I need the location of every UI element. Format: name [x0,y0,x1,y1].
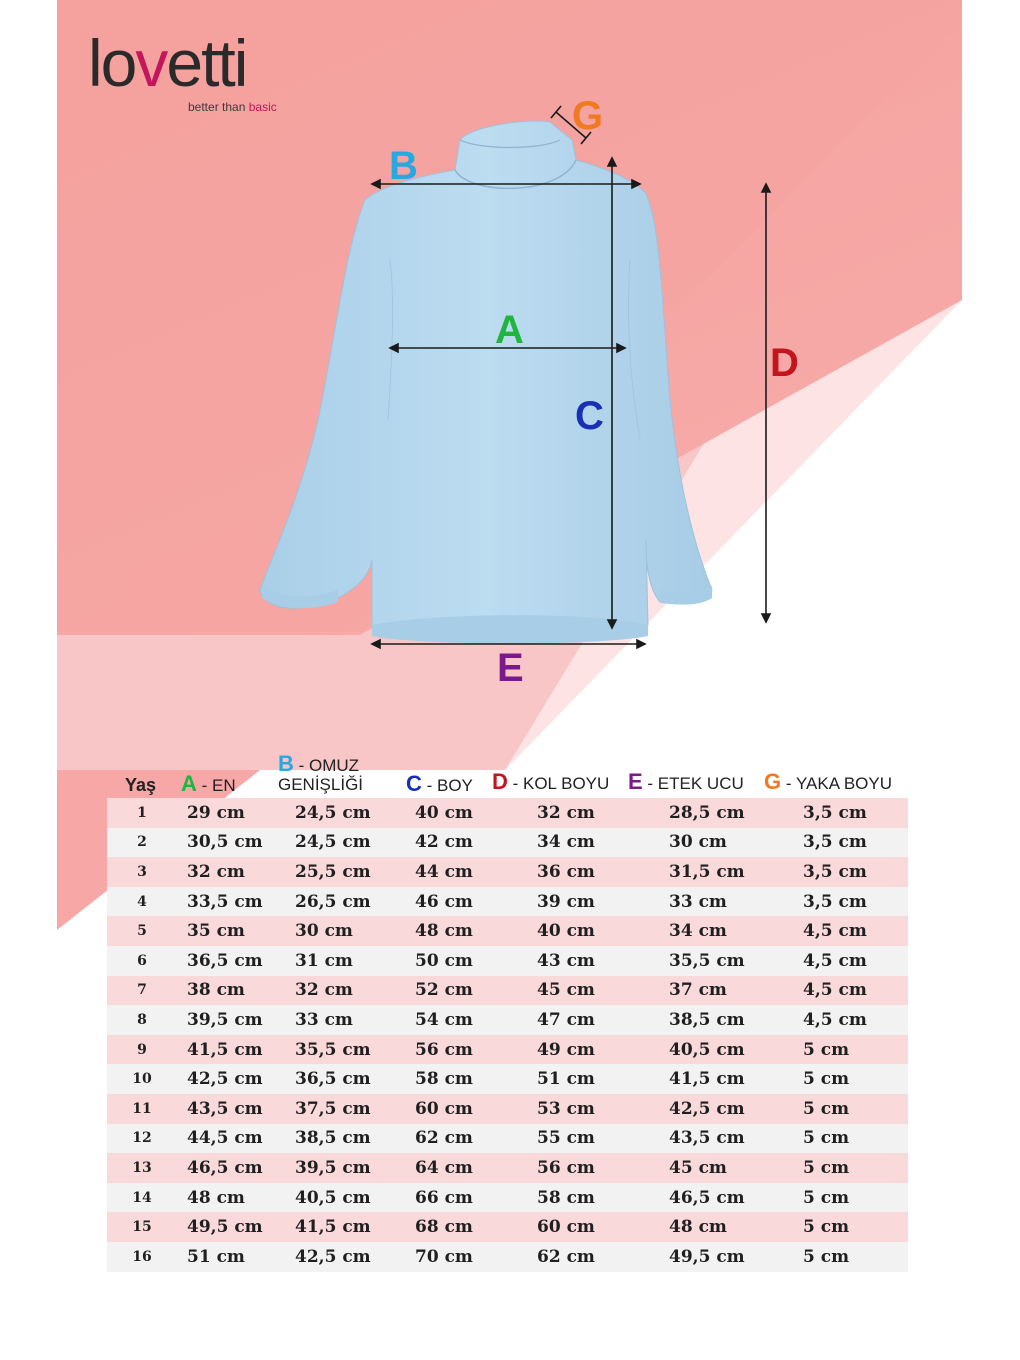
cell-kol-boyu: 55 cm [537,1124,669,1154]
brand-tagline [188,100,277,114]
cell-boy: 52 cm [415,976,537,1006]
cell-omuz: 35,5 cm [295,1035,415,1065]
cell-omuz: 42,5 cm [295,1242,415,1272]
header-b-sep: - [293,756,309,775]
cell-yaka-boyu: 5 cm [803,1183,908,1213]
header-d-sep: - [507,774,523,793]
cell-age: 10 [107,1064,177,1094]
cell-yaka-boyu: 5 cm [803,1035,908,1065]
label-g: G [572,94,604,138]
cell-en: 51 cm [177,1242,295,1272]
cell-etek-ucu: 34 cm [669,916,803,946]
cell-etek-ucu: 40,5 cm [669,1035,803,1065]
header-g [764,769,892,795]
header-a [181,771,236,797]
cell-boy: 42 cm [415,828,537,858]
header-d-key: D [492,769,508,794]
cell-en: 32 cm [177,857,295,887]
table-row [107,857,908,887]
table-row [107,828,908,858]
brand-name-v: v [135,26,167,100]
cell-en: 30,5 cm [177,828,295,858]
cell-en: 43,5 cm [177,1094,295,1124]
label-d: D [770,341,799,385]
cell-kol-boyu: 39 cm [537,887,669,917]
header-age: Yaş [125,775,157,795]
cell-omuz: 26,5 cm [295,887,415,917]
size-table-body [107,798,908,1272]
cell-omuz: 24,5 cm [295,798,415,828]
cell-yaka-boyu: 3,5 cm [803,828,908,858]
table-row [107,1212,908,1242]
cell-age: 12 [107,1124,177,1154]
cell-omuz: 33 cm [295,1005,415,1035]
cell-age: 8 [107,1005,177,1035]
cell-kol-boyu: 51 cm [537,1064,669,1094]
table-row [107,1124,908,1154]
cell-etek-ucu: 49,5 cm [669,1242,803,1272]
cell-age: 3 [107,857,177,887]
table-row [107,1153,908,1183]
cell-age: 1 [107,798,177,828]
table-row [107,1064,908,1094]
cell-boy: 40 cm [415,798,537,828]
tagline-text: better than [188,100,249,114]
cell-omuz: 39,5 cm [295,1153,415,1183]
cell-yaka-boyu: 3,5 cm [803,887,908,917]
header-b-key: B [278,751,294,776]
cell-age: 14 [107,1183,177,1213]
cell-en: 33,5 cm [177,887,295,917]
header-b-line2: GENİŞLİĞİ [278,775,364,794]
tagline-emphasis: basic [248,100,277,114]
cell-kol-boyu: 58 cm [537,1183,669,1213]
cell-etek-ucu: 38,5 cm [669,1005,803,1035]
header-c-text: BOY [437,776,473,795]
cell-kol-boyu: 53 cm [537,1094,669,1124]
cell-omuz: 37,5 cm [295,1094,415,1124]
cell-etek-ucu: 30 cm [669,828,803,858]
cell-en: 41,5 cm [177,1035,295,1065]
table-row [107,1183,908,1213]
cell-omuz: 32 cm [295,976,415,1006]
header-g-key: G [764,769,782,794]
cell-age: 6 [107,946,177,976]
cell-etek-ucu: 37 cm [669,976,803,1006]
cell-en: 46,5 cm [177,1153,295,1183]
brand-name-right: etti [166,26,247,100]
cell-yaka-boyu: 3,5 cm [803,798,908,828]
table-row [107,976,908,1006]
cell-omuz: 24,5 cm [295,828,415,858]
size-table [107,798,908,1272]
cell-age: 9 [107,1035,177,1065]
cell-yaka-boyu: 5 cm [803,1153,908,1183]
cell-etek-ucu: 42,5 cm [669,1094,803,1124]
cell-yaka-boyu: 5 cm [803,1242,908,1272]
cell-boy: 64 cm [415,1153,537,1183]
header-d-text: KOL BOYU [523,774,610,793]
cell-boy: 62 cm [415,1124,537,1154]
cell-yaka-boyu: 4,5 cm [803,976,908,1006]
cell-age: 16 [107,1242,177,1272]
table-row [107,1005,908,1035]
cell-boy: 70 cm [415,1242,537,1272]
cell-boy: 48 cm [415,916,537,946]
cell-kol-boyu: 32 cm [537,798,669,828]
cell-boy: 58 cm [415,1064,537,1094]
cell-age: 11 [107,1094,177,1124]
cell-omuz: 36,5 cm [295,1064,415,1094]
header-c [406,771,473,797]
header-a-text: EN [212,776,236,795]
header-a-sep: - [196,776,212,795]
cell-kol-boyu: 45 cm [537,976,669,1006]
cell-boy: 50 cm [415,946,537,976]
header-e [628,769,744,795]
label-b: B [389,144,418,188]
table-row [107,1094,908,1124]
table-row [107,946,908,976]
cell-en: 29 cm [177,798,295,828]
header-e-key: E [628,769,643,794]
cell-omuz: 31 cm [295,946,415,976]
label-c: C [575,394,604,438]
label-a: A [495,308,524,352]
cell-boy: 44 cm [415,857,537,887]
cell-boy: 46 cm [415,887,537,917]
cell-en: 38 cm [177,976,295,1006]
cell-omuz: 40,5 cm [295,1183,415,1213]
header-g-sep: - [781,774,796,793]
cell-kol-boyu: 43 cm [537,946,669,976]
header-e-sep: - [642,774,658,793]
brand-name-left: lo [88,26,136,100]
cell-etek-ucu: 45 cm [669,1153,803,1183]
cell-omuz: 41,5 cm [295,1212,415,1242]
cell-yaka-boyu: 5 cm [803,1212,908,1242]
header-c-key: C [406,771,422,796]
header-a-key: A [181,771,197,796]
cell-etek-ucu: 35,5 cm [669,946,803,976]
cell-en: 44,5 cm [177,1124,295,1154]
cell-etek-ucu: 48 cm [669,1212,803,1242]
cell-boy: 54 cm [415,1005,537,1035]
cell-kol-boyu: 47 cm [537,1005,669,1035]
cell-omuz: 25,5 cm [295,857,415,887]
cell-boy: 60 cm [415,1094,537,1124]
cell-age: 4 [107,887,177,917]
cell-etek-ucu: 28,5 cm [669,798,803,828]
label-e: E [497,646,524,690]
cell-en: 48 cm [177,1183,295,1213]
table-row [107,887,908,917]
brand-wordmark [88,28,308,98]
cell-en: 36,5 cm [177,946,295,976]
cell-kol-boyu: 56 cm [537,1153,669,1183]
table-row [107,1035,908,1065]
header-b-text1: OMUZ [309,756,360,775]
cell-yaka-boyu: 5 cm [803,1064,908,1094]
cell-kol-boyu: 40 cm [537,916,669,946]
cell-yaka-boyu: 3,5 cm [803,857,908,887]
cell-boy: 66 cm [415,1183,537,1213]
header-c-sep: - [421,776,437,795]
cell-etek-ucu: 33 cm [669,887,803,917]
cell-age: 7 [107,976,177,1006]
table-row [107,916,908,946]
cell-yaka-boyu: 4,5 cm [803,916,908,946]
cell-etek-ucu: 41,5 cm [669,1064,803,1094]
header-e-text: ETEK UCU [657,774,744,793]
cell-en: 35 cm [177,916,295,946]
cell-kol-boyu: 62 cm [537,1242,669,1272]
header-g-text: YAKA BOYU [795,774,892,793]
cell-kol-boyu: 60 cm [537,1212,669,1242]
brand-logo [88,26,308,114]
cell-boy: 68 cm [415,1212,537,1242]
cell-kol-boyu: 49 cm [537,1035,669,1065]
cell-omuz: 30 cm [295,916,415,946]
cell-age: 5 [107,916,177,946]
table-row [107,798,908,828]
cell-age: 2 [107,828,177,858]
cell-omuz: 38,5 cm [295,1124,415,1154]
cell-yaka-boyu: 4,5 cm [803,946,908,976]
cell-yaka-boyu: 4,5 cm [803,1005,908,1035]
header-d [492,769,609,795]
cell-etek-ucu: 43,5 cm [669,1124,803,1154]
cell-boy: 56 cm [415,1035,537,1065]
table-row [107,1242,908,1272]
cell-en: 39,5 cm [177,1005,295,1035]
cell-en: 49,5 cm [177,1212,295,1242]
cell-yaka-boyu: 5 cm [803,1124,908,1154]
cell-kol-boyu: 34 cm [537,828,669,858]
cell-age: 15 [107,1212,177,1242]
cell-en: 42,5 cm [177,1064,295,1094]
cell-age: 13 [107,1153,177,1183]
cell-etek-ucu: 46,5 cm [669,1183,803,1213]
cell-yaka-boyu: 5 cm [803,1094,908,1124]
cell-kol-boyu: 36 cm [537,857,669,887]
cell-etek-ucu: 31,5 cm [669,857,803,887]
header-b [278,751,359,777]
